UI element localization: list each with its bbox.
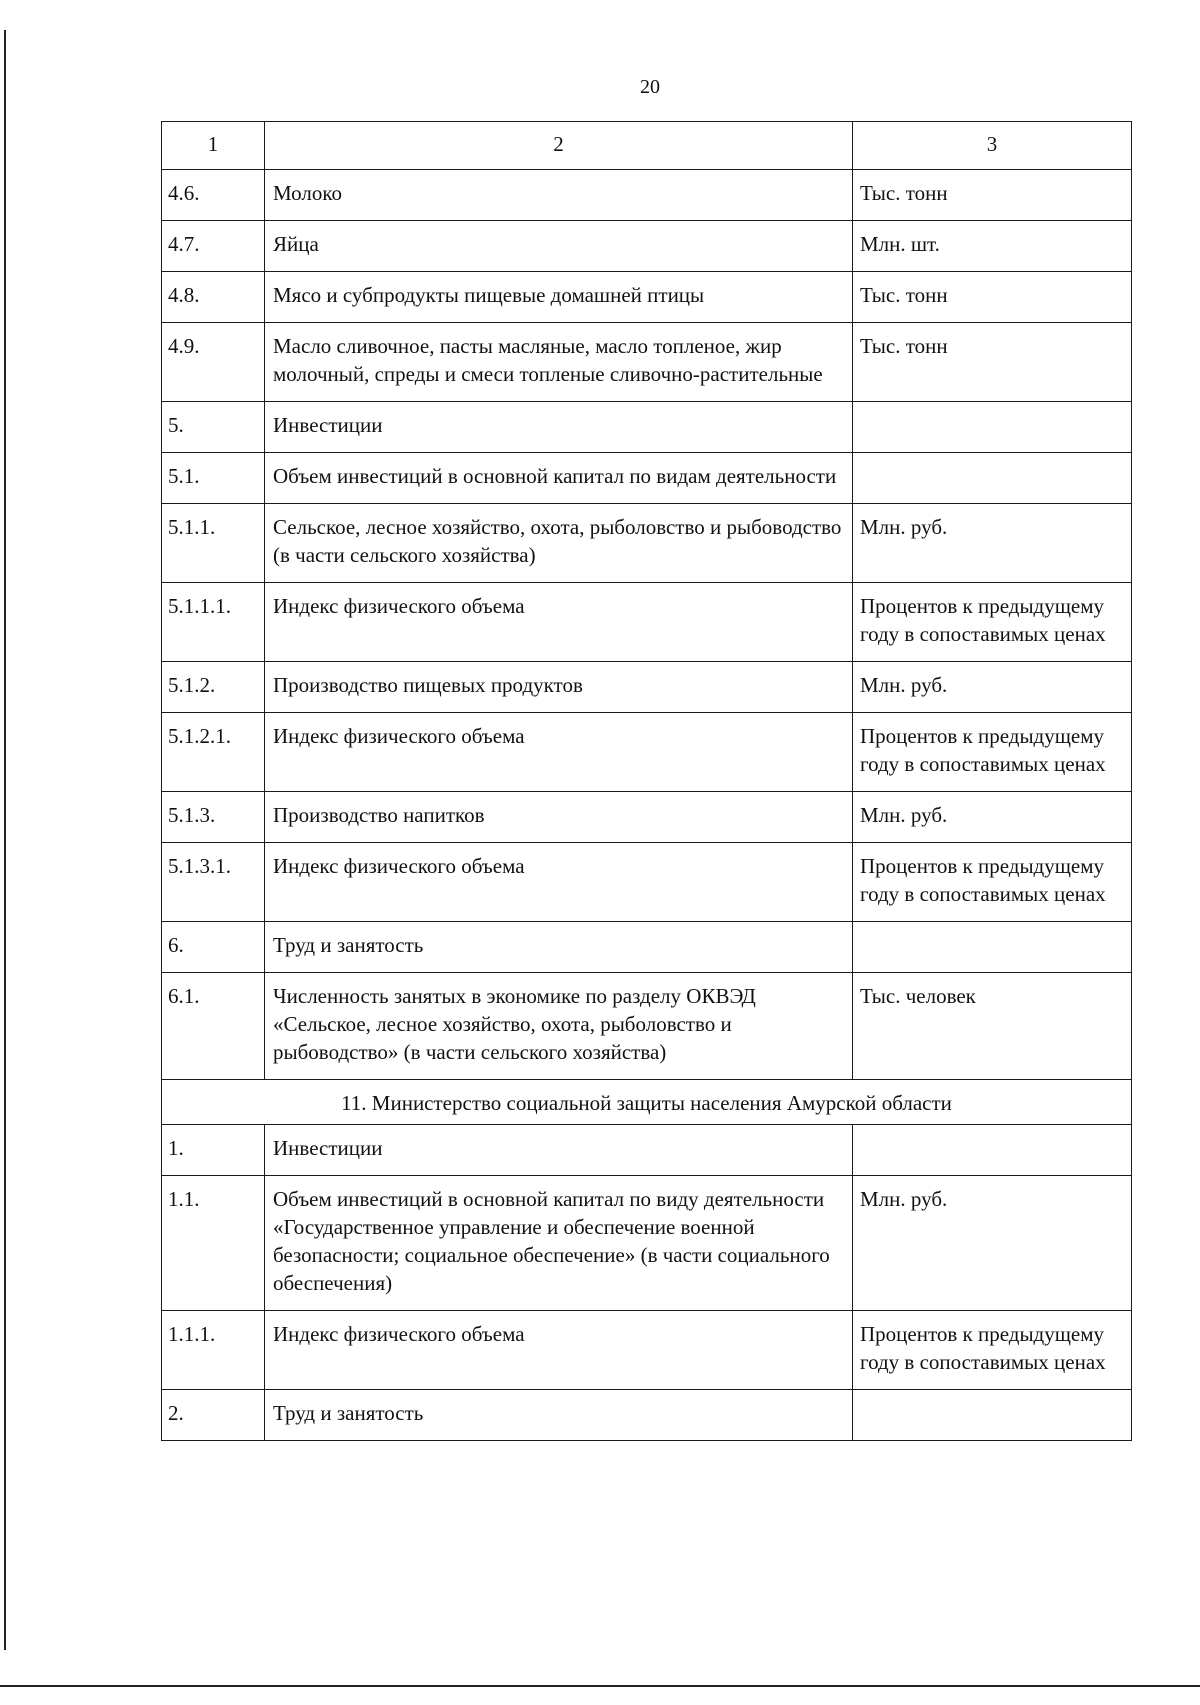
row-indicator: Производство напитков [265,792,853,843]
row-number: 4.7. [162,221,265,272]
row-indicator: Яйца [265,221,853,272]
table-row [162,170,1132,221]
row-unit [853,453,1132,504]
table-row [162,272,1132,323]
row-number: 6. [162,922,265,973]
row-unit [853,1390,1132,1441]
row-indicator: Численность занятых в экономике по разделу ОКВЭД «Сельское, лесное хозяйство, охота, рыболовство и рыбоводство» (в части сельского хозяйства) [265,973,853,1080]
row-indicator: Индекс физического объема [265,583,853,662]
row-unit: Млн. шт. [853,221,1132,272]
row-indicator: Труд и занятость [265,1390,853,1441]
section-header-row [162,1080,1132,1125]
row-unit: Млн. руб. [853,504,1132,583]
row-unit: Тыс. тонн [853,170,1132,221]
row-number: 6.1. [162,973,265,1080]
table-row [162,221,1132,272]
table-row [162,583,1132,662]
row-unit: Тыс. человек [853,973,1132,1080]
row-indicator: Труд и занятость [265,922,853,973]
row-unit: Млн. руб. [853,792,1132,843]
row-number: 5.1. [162,453,265,504]
header-cell-2: 2 [265,122,853,170]
row-number: 5.1.1.1. [162,583,265,662]
header-cell-3: 3 [853,122,1132,170]
row-number: 1. [162,1125,265,1176]
table-row [162,453,1132,504]
table-row [162,713,1132,792]
row-unit: Процентов к предыдущему году в сопоставимых ценах [853,843,1132,922]
table-row [162,402,1132,453]
row-number: 5.1.2. [162,662,265,713]
row-number: 1.1. [162,1176,265,1311]
row-number: 5.1.3. [162,792,265,843]
row-indicator: Молоко [265,170,853,221]
table-row [162,323,1132,402]
row-indicator: Индекс физического объема [265,1311,853,1390]
table-row [162,843,1132,922]
row-unit: Млн. руб. [853,1176,1132,1311]
row-number: 4.9. [162,323,265,402]
header-cell-1: 1 [162,122,265,170]
row-unit [853,402,1132,453]
table-row [162,1125,1132,1176]
row-number: 5.1.1. [162,504,265,583]
row-unit: Процентов к предыдущему году в сопоставимых ценах [853,713,1132,792]
row-indicator: Мясо и субпродукты пищевые домашней птицы [265,272,853,323]
row-number: 5. [162,402,265,453]
row-indicator: Масло сливочное, пасты масляные, масло топленое, жир молочный, спреды и смеси топленые сливочно-растительные [265,323,853,402]
table-row [162,504,1132,583]
row-indicator: Объем инвестиций в основной капитал по виду деятельности «Государственное управление и обеспечение военной безопасности; социальное обеспечение» (в части социального обеспечения) [265,1176,853,1311]
row-unit: Тыс. тонн [853,323,1132,402]
scan-edge-left [4,30,6,1650]
table-row [162,792,1132,843]
page-number: 20 [640,76,660,98]
table-row [162,662,1132,713]
row-indicator: Инвестиции [265,402,853,453]
row-number: 2. [162,1390,265,1441]
indicators-table [161,121,1132,1441]
row-unit: Тыс. тонн [853,272,1132,323]
scan-edge-bottom [0,1685,1200,1687]
row-indicator: Сельское, лесное хозяйство, охота, рыболовство и рыбоводство (в части сельского хозяйства) [265,504,853,583]
row-number: 1.1.1. [162,1311,265,1390]
row-indicator: Объем инвестиций в основной капитал по видам деятельности [265,453,853,504]
row-number: 4.8. [162,272,265,323]
row-indicator: Индекс физического объема [265,843,853,922]
section-title: 11. Министерство социальной защиты населения Амурской области [162,1080,1132,1125]
row-unit [853,922,1132,973]
row-number: 5.1.2.1. [162,713,265,792]
row-number: 5.1.3.1. [162,843,265,922]
row-unit: Процентов к предыдущему году в сопоставимых ценах [853,1311,1132,1390]
table-row [162,922,1132,973]
row-unit [853,1125,1132,1176]
row-unit: Млн. руб. [853,662,1132,713]
table-row [162,973,1132,1080]
row-indicator: Индекс физического объема [265,713,853,792]
row-indicator: Производство пищевых продуктов [265,662,853,713]
table-row [162,1390,1132,1441]
table-header-row [162,122,1132,170]
row-number: 4.6. [162,170,265,221]
row-indicator: Инвестиции [265,1125,853,1176]
row-unit: Процентов к предыдущему году в сопоставимых ценах [853,583,1132,662]
table-row [162,1176,1132,1311]
table-row [162,1311,1132,1390]
